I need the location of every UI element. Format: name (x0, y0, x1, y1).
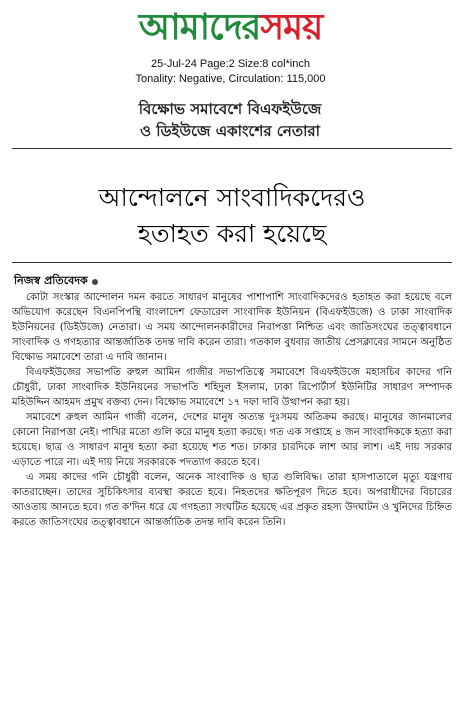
paragraph: এ সময় কাদের গনি চৌধুরী বলেন, অনেক সাংবাদিক ও ছাত্র গুলিবিদ্ধ। তারা হাসপাতালে মৃত্যু যন্ত্রণায় কাতরাচ্ছেন। তাদের সুচিকিৎসার ব্যবস্থা করতে হবে। নিহতদের ক্ষতিপূরণ দিতে হবে। অপরাধীদের বিচারের আওতায় আনতে হবে। গত ক'দিন ধরে যে গণহত্যা সংঘটিত হয়েছে এর প্রকৃত রহস্য উদঘাটন ও খুনিদের চিহ্নিত করতে জাতিসংঘের তত্ত্বাবধানে আন্তর্জাতিক তদন্ত দাবি করেন তিনি। (12, 472, 452, 528)
masthead (0, 2, 461, 52)
byline (14, 272, 98, 291)
logo-part1: আমাদের (138, 6, 261, 48)
headline (12, 180, 452, 252)
divider (12, 262, 452, 263)
headline-line2: হতাহত করা হয়েছে (137, 219, 327, 248)
article-body (12, 290, 452, 530)
clip-meta-line1: 25-Jul-24 Page:2 Size:8 col*inch (151, 58, 310, 70)
paragraph: সমাবেশে রুহুল আমিন গাজী বলেন, দেশের মানুষ অত্যন্ত দুঃসময় অতিক্রম করছে। মানুষের জানমালের কোনো নিরাপত্তা নেই। পাখির মতো গুলি করে মানুষ হত্যা করছে। গত এক সপ্তাহে ৪ জন সাংবাদিককে হত্যা করা হয়েছে। ছাত্র ও সাধারণ মানুষ হত্যা করা হয়েছে শত শত। ঢাকার চারদিকে লাশ আর লাশ। এই দায় সরকার এড়াতে পারে না। এই দায় নিয়ে সরকারকে পদত্যাগ করতে হবে। (12, 412, 452, 468)
headline-line1: আন্দোলনে সাংবাদিকদেরও (98, 183, 366, 212)
byline-text: নিজস্ব প্রতিবেদক (14, 274, 88, 287)
kicker-line1: বিক্ষোভ সমাবেশে বিএফইউজে (138, 100, 322, 118)
paragraph: কোটা সংস্কার আন্দোলন দমন করতে সাধারণ মানুষের পাশাপাশি সাংবাদিকদেরও হতাহত করা হয়েছে বলে অভিযোগ করেছেন বিএনপিপন্থি বাংলাদেশ ফেডারেল সাংবাদিক ইউনিয়ন (বিএফইউজে) ও ঢাকা সাংবাদিক ইউনিয়নের (ডিইউজে) নেতারা। এ সময় আন্দোলনকারীদের নিরাপত্তা নিশ্চিত এবং জাতিসংঘের তত্ত্বাবধানে সাংবাদিক ও গণহত্যার আন্তর্জাতিক তদন্ত দাবি করেন তারা। গতকাল বুধবার জাতীয় প্রেসক্লাবের সামনে অনুষ্ঠিত বিক্ষোভ সমাবেশে তারা এ দাবি জানান। (12, 292, 452, 363)
clip-meta-line2: Tonality: Negative, Circulation: 115,000 (135, 73, 326, 85)
divider (12, 148, 452, 149)
logo-part2: সময় (260, 6, 323, 48)
paragraph: বিএফইউজের সভাপতি রুহুল আমিন গাজীর সভাপতিত্বে সমাবেশে বিএফইউজে মহাসচিব কাদের গনি চৌধুরী, ঢাকা সাংবাদিক ইউনিয়নের সভাপতি শহিদুল ইসলাম, ঢাকা রিপোর্টার্স ইউনিটির সাধারণ সম্পাদক মহিউদ্দিন আহমদ প্রমুখ বক্তব্য দেন। বিক্ষোভ সমাবেশে ১৭ দফা দাবি উত্থাপন করা হয়। (12, 367, 452, 408)
bullet-icon (92, 279, 98, 285)
newspaper-logo (138, 6, 323, 48)
kicker (80, 98, 380, 142)
kicker-line2: ও ডিইউজে একাংশের নেতারা (139, 122, 321, 140)
